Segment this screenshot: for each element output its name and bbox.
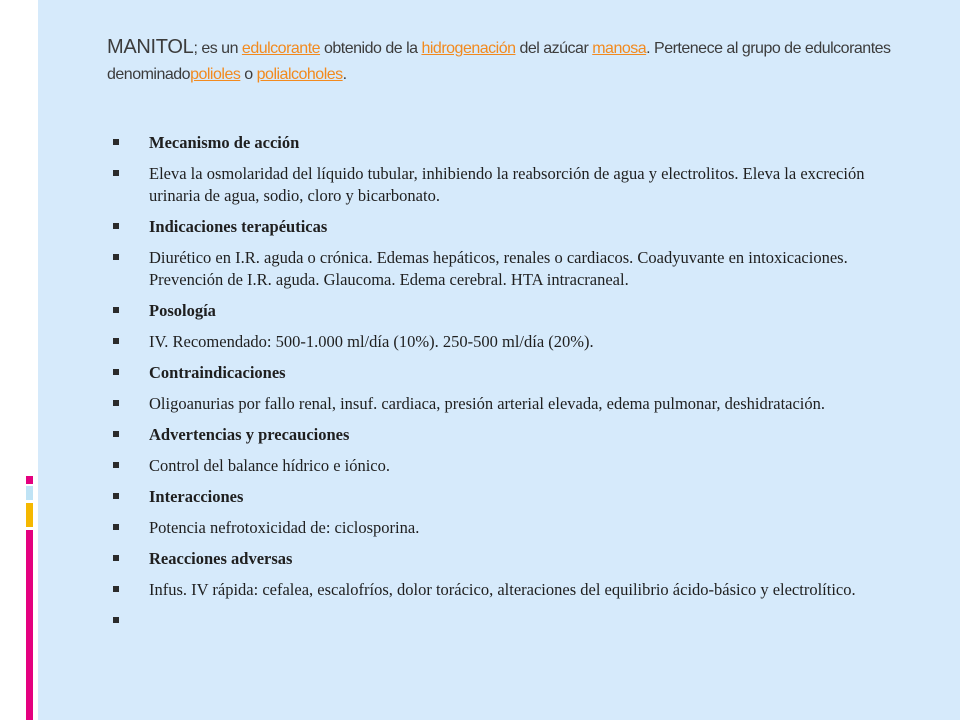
list-item: [113, 455, 903, 477]
bullet-marker-icon: [113, 431, 119, 437]
bullet-marker-icon: [113, 555, 119, 561]
section-heading: [113, 300, 903, 322]
section-heading: [113, 424, 903, 446]
bullet-marker-icon: [113, 493, 119, 499]
accent-bar-magenta-long: [26, 530, 33, 720]
link-edulcorante[interactable]: edulcorante: [241, 40, 321, 57]
bullet-list: [113, 132, 903, 641]
link-manosa[interactable]: manosa: [592, 40, 647, 57]
section-heading: [113, 216, 903, 238]
bullet-text: Posología: [149, 301, 216, 320]
accent-bar-yellow: [26, 503, 33, 527]
list-item: [113, 393, 903, 415]
bullet-marker-icon: [113, 338, 119, 344]
bullet-marker-icon: [113, 400, 119, 406]
title-text-4: . Pertenece al grupo de edulcorantes denominado: [107, 40, 891, 83]
bullet-text: Oligoanurias por fallo renal, insuf. cardiaca, presión arterial elevada, edema pulmonar, deshidratación.: [149, 394, 826, 413]
bullet-text: Eleva la osmolaridad del líquido tubular, inhibiendo la reabsorción de agua y electrolitos. Eleva la excreción urinaria de agua, sodio, cloro y bicarbonato.: [149, 164, 865, 205]
bullet-marker-icon: [113, 254, 119, 260]
bullet-text: Mecanismo de acción: [149, 133, 300, 152]
title-text-5: o: [240, 66, 257, 83]
bullet-marker-icon: [113, 369, 119, 375]
bullet-marker-icon: [113, 223, 119, 229]
bullet-text: Indicaciones terapéuticas: [149, 217, 328, 236]
accent-bar-lightblue: [26, 486, 33, 500]
bullet-text: Contraindicaciones: [149, 363, 286, 382]
bullet-text: Reacciones adversas: [149, 549, 293, 568]
bullet-marker-icon: [113, 524, 119, 530]
link-hidrogenacion[interactable]: hidrogenación: [421, 40, 516, 57]
bullet-marker-icon: [113, 307, 119, 313]
bullet-marker-icon: [113, 170, 119, 176]
list-item: [113, 517, 903, 539]
bullet-text: Control del balance hídrico e iónico.: [149, 456, 391, 475]
bullet-marker-icon: [113, 586, 119, 592]
section-heading: [113, 548, 903, 570]
slide-title: [107, 34, 927, 88]
list-item: [113, 163, 903, 207]
bullet-text: Infus. IV rápida: cefalea, escalofríos, dolor torácico, alteraciones del equilibrio ácido-básico y electrolítico.: [149, 580, 856, 599]
section-heading: [113, 132, 903, 154]
list-item: [113, 579, 903, 601]
title-text-3: del azúcar: [515, 40, 593, 57]
title-main: MANITOL: [107, 36, 194, 58]
bullet-text: Interacciones: [149, 487, 244, 506]
bullet-marker-icon: [113, 462, 119, 468]
link-polialcoholes[interactable]: polialcoholes: [256, 66, 343, 83]
list-item: [113, 331, 903, 353]
title-text-2: obtenido de la: [320, 40, 422, 57]
list-item: [113, 247, 903, 291]
bullet-text: Advertencias y precauciones: [149, 425, 350, 444]
bullet-marker-icon: [113, 617, 119, 623]
bullet-marker-icon: [113, 139, 119, 145]
list-item: [113, 610, 903, 632]
title-text-6: .: [342, 66, 347, 83]
link-polioles[interactable]: polioles: [190, 66, 241, 83]
bullet-text: Potencia nefrotoxicidad de: ciclosporina.: [149, 518, 420, 537]
accent-bar-magenta-top: [26, 476, 33, 484]
section-heading: [113, 486, 903, 508]
title-text-1: es un: [201, 40, 242, 57]
bullet-text: IV. Recomendado: 500-1.000 ml/día (10%). 250-500 ml/día (20%).: [149, 332, 594, 351]
title-separator: ;: [193, 40, 202, 57]
bullet-text: Diurético en I.R. aguda o crónica. Edemas hepáticos, renales o cardiacos. Coadyuvante en intoxicaciones. Prevención de I.R. aguda. Glaucoma. Edema cerebral. HTA intracraneal.: [149, 248, 848, 289]
section-heading: [113, 362, 903, 384]
